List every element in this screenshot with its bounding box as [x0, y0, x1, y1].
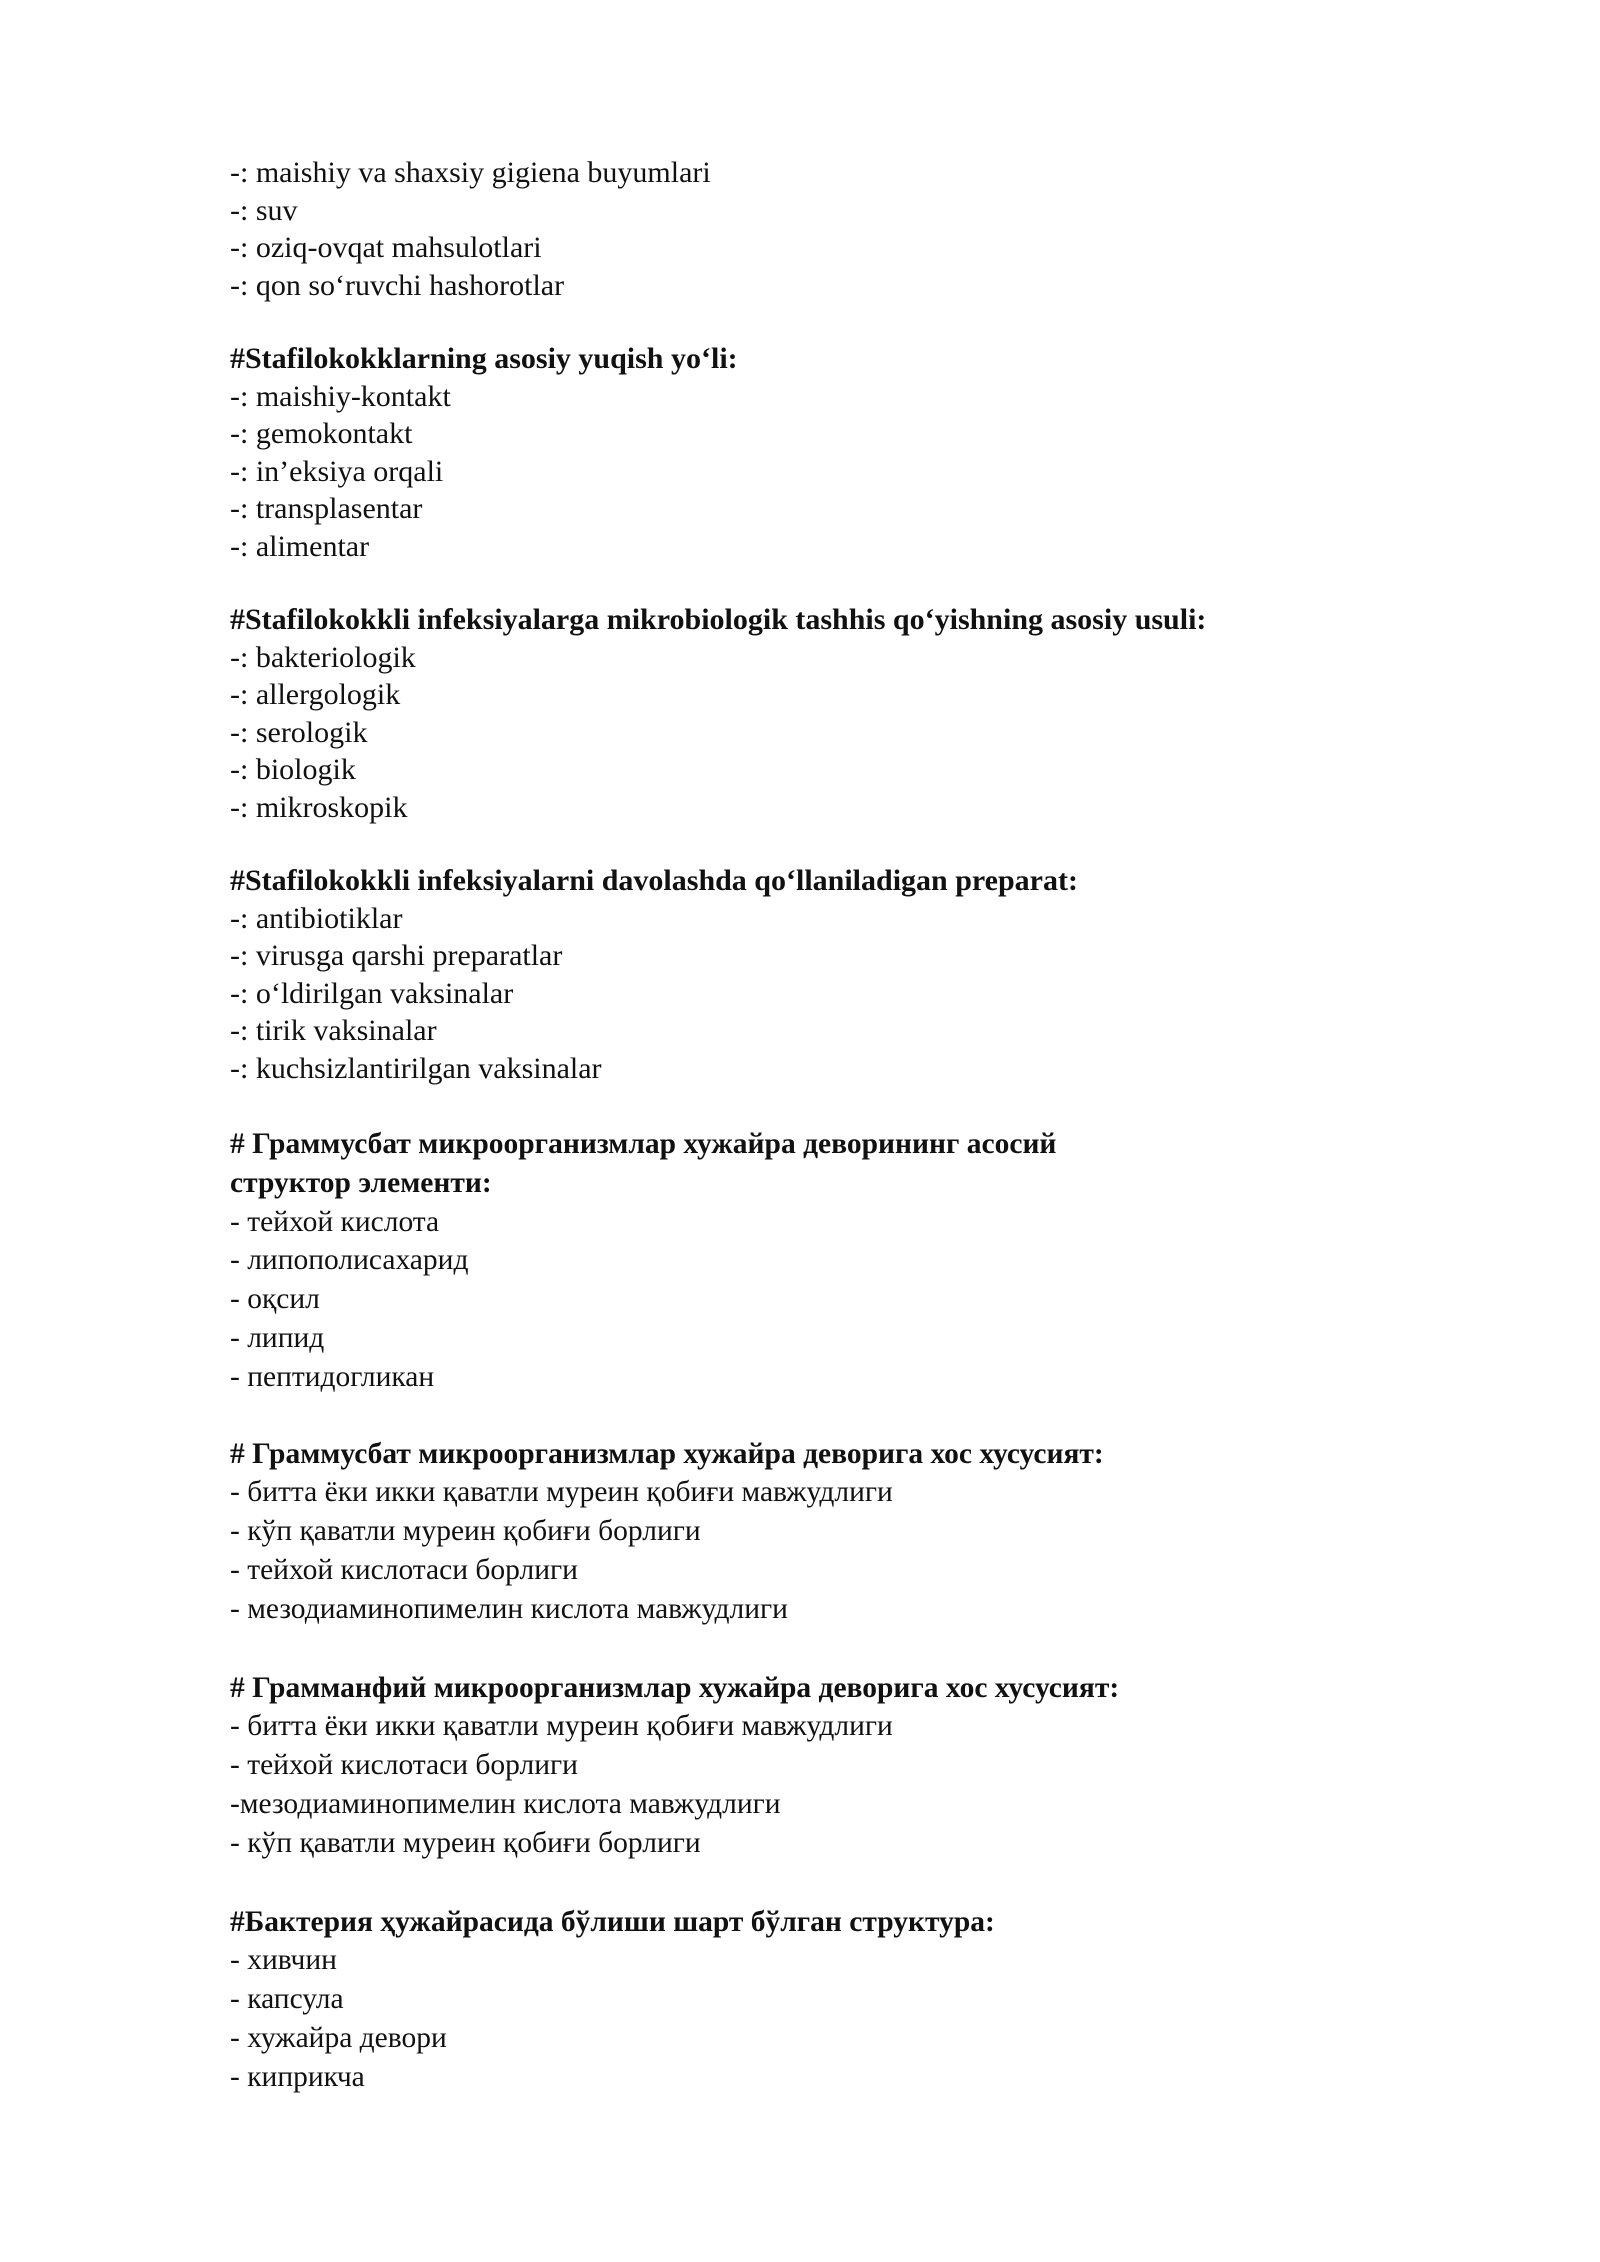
question-block	[230, 862, 1530, 1087]
question-heading: # Граммусбат микроорганизмлар хужайра деворига хос хусусият:	[230, 1437, 1104, 1470]
answer-option: - киприкча	[230, 2060, 365, 2093]
answer-option: - кўп қаватли муреин қобиғи борлиги	[230, 1826, 701, 1859]
answer-option: - тейхой кислотаси борлиги	[230, 1553, 578, 1586]
question-heading: #Stafilokokkli infeksiyalarga mikrobiologik tashhis qo‘yishning asosiy usuli:	[230, 603, 1207, 636]
answer-option: -: mikroskopik	[230, 790, 408, 824]
question-block	[230, 1669, 1530, 1863]
document-page	[230, 154, 1530, 2097]
answer-option: - битта ёки икки қаватли муреин қобиғи мавжудлиги	[230, 1710, 893, 1743]
answer-option: -: serologik	[230, 715, 368, 749]
answer-option: -мезодиаминопимелин кислота мавжудлиги	[230, 1787, 781, 1820]
answer-option: -: allergologik	[230, 678, 401, 711]
answer-option: - хивчин	[230, 1944, 337, 1977]
question-heading-continued: структор элементи:	[230, 1166, 492, 1199]
answer-option: - мезодиаминопимелин кислота мавжудлиги	[230, 1592, 788, 1625]
answer-option: -: transplasentar	[230, 492, 423, 525]
answer-option: -: antibiotiklar	[230, 901, 403, 935]
question-block	[230, 1435, 1530, 1629]
answer-option: -: virusga qarshi preparatlar	[230, 939, 563, 972]
answer-option: -: alimentar	[230, 529, 370, 563]
answer-option: -: oziq-ovqat mahsulotlari	[230, 231, 542, 264]
question-block	[230, 1903, 1530, 2097]
answer-option: -: maishiy-kontakt	[230, 379, 451, 413]
answer-option: - битта ёки икки қаватли муреин қобиғи мавжудлиги	[230, 1476, 893, 1509]
answer-option: -: suv	[230, 193, 298, 227]
answer-option: -: gemokontakt	[230, 417, 413, 450]
answer-option: - тейхой кислотаси борлиги	[230, 1749, 578, 1782]
answer-option: -: qon so‘ruvchi hashorotlar	[230, 268, 565, 302]
answer-option: -: kuchsizlantirilgan vaksinalar	[230, 1051, 602, 1085]
question-block	[230, 154, 1530, 304]
answer-option: - тейхой кислота	[230, 1205, 440, 1238]
question-heading: #Stafilokokkli infeksiyalarni davolashda qo‘llaniladigan preparat:	[230, 864, 1078, 897]
answer-option: -: tirik vaksinalar	[230, 1014, 437, 1047]
answer-option: - капсула	[230, 1983, 344, 2016]
answer-option: - пептидогликан	[230, 1360, 435, 1393]
question-block	[230, 340, 1530, 565]
question-heading: # Граммусбат микроорганизмлар хужайра деворининг асосий	[230, 1128, 1057, 1160]
question-heading: #Stafilokokklarning asosiy yuqish yo‘li:	[230, 342, 738, 375]
question-heading: # Грамманфий микроорганизмлар хужайра деворига хос хусусият:	[230, 1671, 1120, 1704]
answer-option: -: biologik	[230, 753, 356, 786]
answer-option: -: bakteriologik	[230, 640, 416, 674]
answer-option: -: maishiy va shaxsiy gigiena buyumlari	[230, 156, 711, 189]
answer-option: -: in’eksiya orqali	[230, 454, 444, 488]
answer-option: - липид	[230, 1321, 325, 1354]
question-block	[230, 601, 1530, 826]
answer-option: -: o‘ldirilgan vaksinalar	[230, 976, 514, 1010]
question-block	[230, 1125, 1530, 1397]
question-heading: #Бактерия ҳужайрасида бўлиши шарт бўлган структура:	[230, 1905, 995, 1938]
answer-option: - оқсил	[230, 1283, 320, 1316]
answer-option: - хужайра девори	[230, 2021, 447, 2054]
answer-option: - кўп қаватли муреин қобиғи борлиги	[230, 1515, 701, 1548]
answer-option: - липополисахарид	[230, 1244, 469, 1277]
